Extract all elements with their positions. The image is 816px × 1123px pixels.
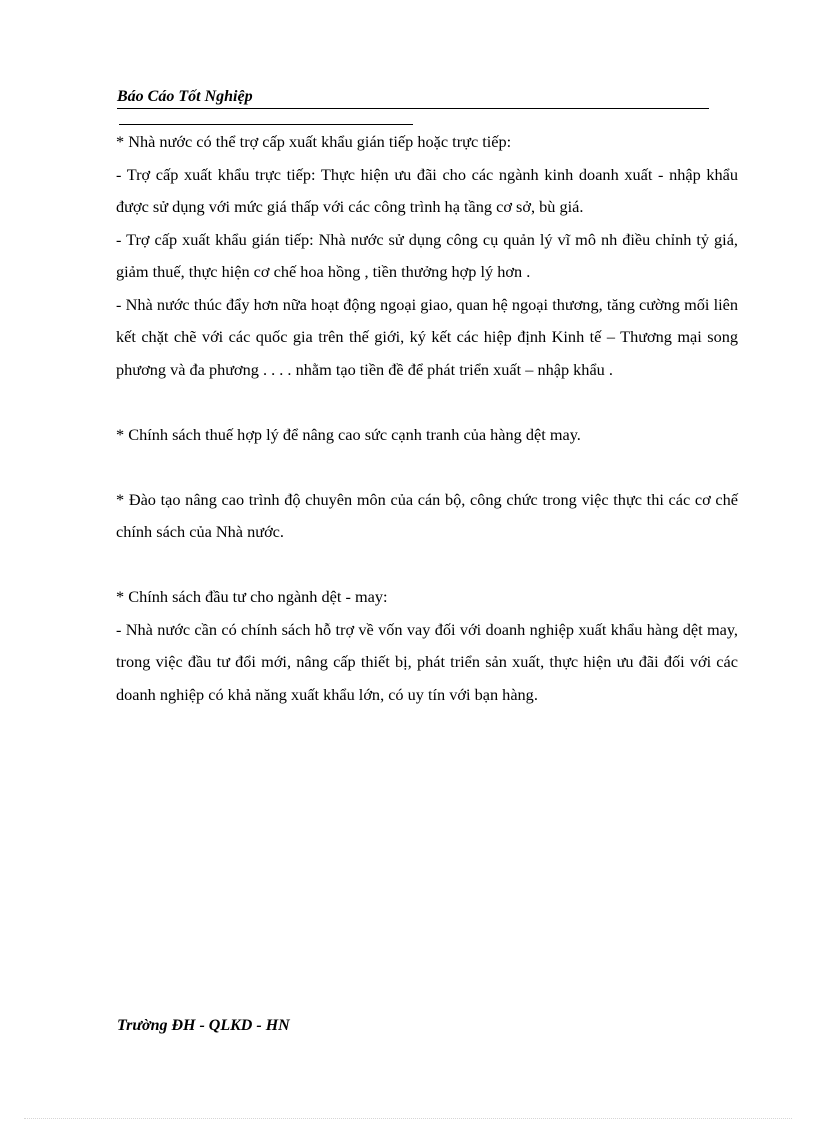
paragraph-loan-support: - Nhà nước cần có chính sách hỗ trợ về vốn vay đối với doanh nghiệp xuất khẩu hàng dệt may, trong việc đầu tư đổi mới, nâng cấp thiết bị, phát triển sản xuất, thực hiện ưu đãi đối với các doanh nghiệp có khả năng xuất khẩu lớn, có uy tín với bạn hàng. — [116, 619, 738, 704]
page-header-title: Báo Cáo Tốt Nghiệp — [117, 86, 709, 109]
paragraph-subsidy-intro: * Nhà nước có thể trợ cấp xuất khẩu gián tiếp hoặc trực tiếp: — [116, 132, 512, 151]
paragraph-foreign-relations: - Nhà nước thúc đẩy hơn nữa hoạt động ngoại giao, quan hệ ngoại thương, tăng cường mối liên kết chặt chẽ với các quốc gia trên thế giới, ký kết các hiệp định Kinh tế – Thương mại song phương và đa phương . . . . nhằm tạo tiền đề để phát triển xuất – nhập khẩu . — [116, 294, 738, 379]
document-body — [116, 126, 738, 711]
paragraph-direct-subsidy: - Trợ cấp xuất khẩu trực tiếp: Thực hiện ưu đãi cho các ngành kinh doanh xuất - nhập khẩu được sử dụng với mức giá thấp với các công trình hạ tầng cơ sở, bù giá. — [116, 164, 738, 216]
paragraph-training: * Đào tạo nâng cao trình độ chuyên môn của cán bộ, công chức trong việc thực thi các cơ chế chính sách của Nhà nước. — [116, 489, 738, 541]
page-footer: Trường ĐH - QLKD - HN — [117, 1017, 290, 1034]
header-sub-rule — [119, 124, 413, 125]
page-bottom-dotted-line — [24, 1118, 792, 1119]
paragraph-indirect-subsidy: - Trợ cấp xuất khẩu gián tiếp: Nhà nước sử dụng công cụ quản lý vĩ mô nh điều chỉnh tỷ giá, giảm thuế, thực hiện cơ chế hoa hồng , tiền thưởng hợp lý hơn . — [116, 229, 738, 281]
paragraph-investment-policy: * Chính sách đầu tư cho ngành dệt - may: — [116, 587, 388, 606]
paragraph-tax-policy: * Chính sách thuế hợp lý để nâng cao sức cạnh tranh của hàng dệt may. — [116, 424, 581, 444]
